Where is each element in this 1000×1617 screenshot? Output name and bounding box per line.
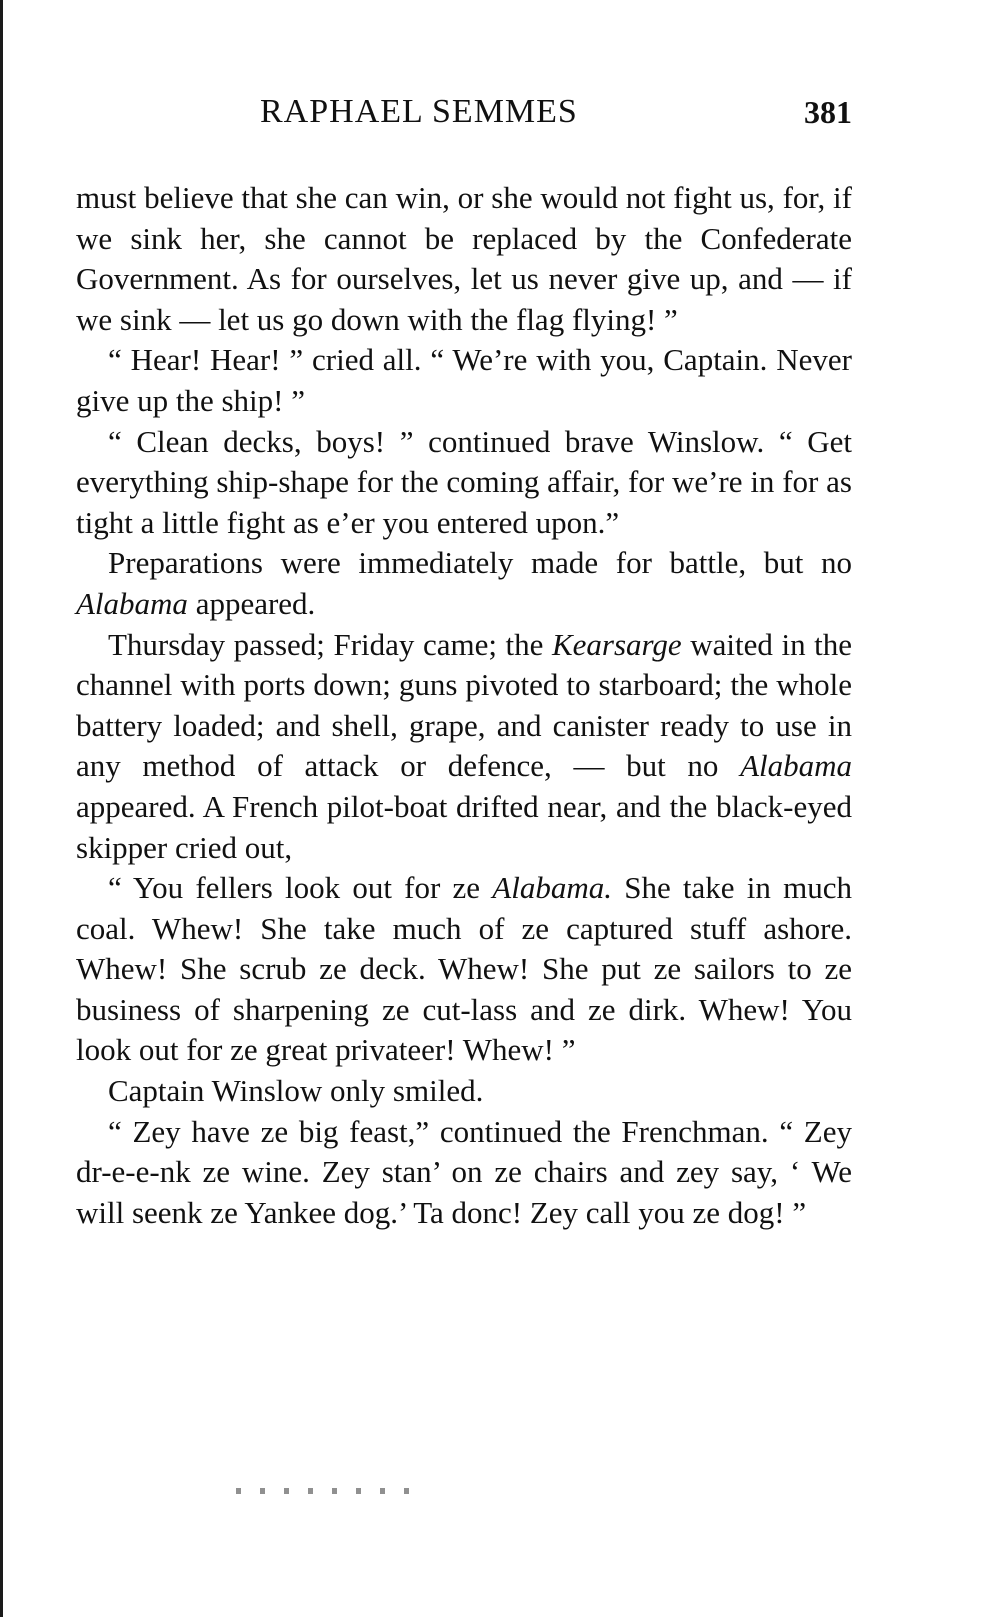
paragraph bbox=[76, 1112, 852, 1234]
italic-ship-name: Alabama. bbox=[492, 870, 612, 906]
text-span: She take in much coal. Whew! She take much of ze captured stuff ashore. Whew! She scrub ze deck. Whew! She put ze sailors to ze business of sharpening ze cut-lass and ze dirk. Whew! You look out for ze great privateer! Whew! ” bbox=[76, 870, 852, 1068]
text-span: “ Clean decks, boys! ” continued brave Winslow. “ Get everything ship-shape for the coming affair, for we’re in for as tight a little fight as e’er you entered upon.” bbox=[76, 423, 852, 540]
text-span: Captain Winslow only smiled. bbox=[108, 1073, 484, 1109]
paragraph bbox=[76, 422, 852, 544]
text-span: appeared. A French pilot-boat drifted near, and the black-eyed skipper cried out, bbox=[76, 788, 852, 865]
text-span: appeared. bbox=[187, 585, 316, 621]
page-header bbox=[76, 88, 852, 138]
italic-ship-name: Alabama bbox=[76, 585, 188, 621]
text-span: “ You fellers look out for ze bbox=[108, 870, 493, 906]
paragraph bbox=[76, 868, 852, 1071]
text-span: Thursday passed; Friday came; the bbox=[108, 626, 552, 662]
paragraph bbox=[76, 625, 852, 869]
italic-ship-name: Kearsarge bbox=[551, 626, 682, 662]
paragraph bbox=[76, 340, 852, 421]
paragraph bbox=[76, 543, 852, 624]
text-span: Preparations were immediately made for battle, but no bbox=[108, 545, 852, 581]
page-edge-line bbox=[0, 0, 3, 1617]
italic-ship-name: Alabama bbox=[740, 748, 852, 784]
text-span: must believe that she can win, or she would not fight us, for, if we sink her, she cannot be replaced by the Confederate Government. As for ourselves, let us never give up, and — if we sink — let us go down with the flag flying! ” bbox=[76, 180, 852, 337]
running-title: RAPHAEL SEMMES bbox=[260, 93, 578, 130]
page-number: 381 bbox=[804, 94, 852, 130]
paragraph bbox=[76, 1071, 852, 1112]
text-span: waited in the channel with ports down; guns pivoted to starboard; the whole battery loaded; and shell, grape, and canister ready to use in any method of attack or defence, — but no bbox=[76, 626, 852, 784]
text-span: “ Hear! Hear! ” cried all. “ We’re with you, Captain. Never give up the ship! ” bbox=[76, 342, 852, 418]
book-page bbox=[76, 88, 852, 1233]
paragraph bbox=[76, 178, 852, 340]
text-span: “ Zey have ze big feast,” continued the Frenchman. “ Zey dr-e-e-nk ze wine. Zey stan’ on ze chairs and zey say, ‘ We will seenk ze Yankee dog.’ Ta donc! Zey call you ze dog! ” bbox=[76, 1113, 852, 1230]
page-footer-mark bbox=[236, 1488, 416, 1494]
body-text bbox=[76, 178, 852, 1233]
